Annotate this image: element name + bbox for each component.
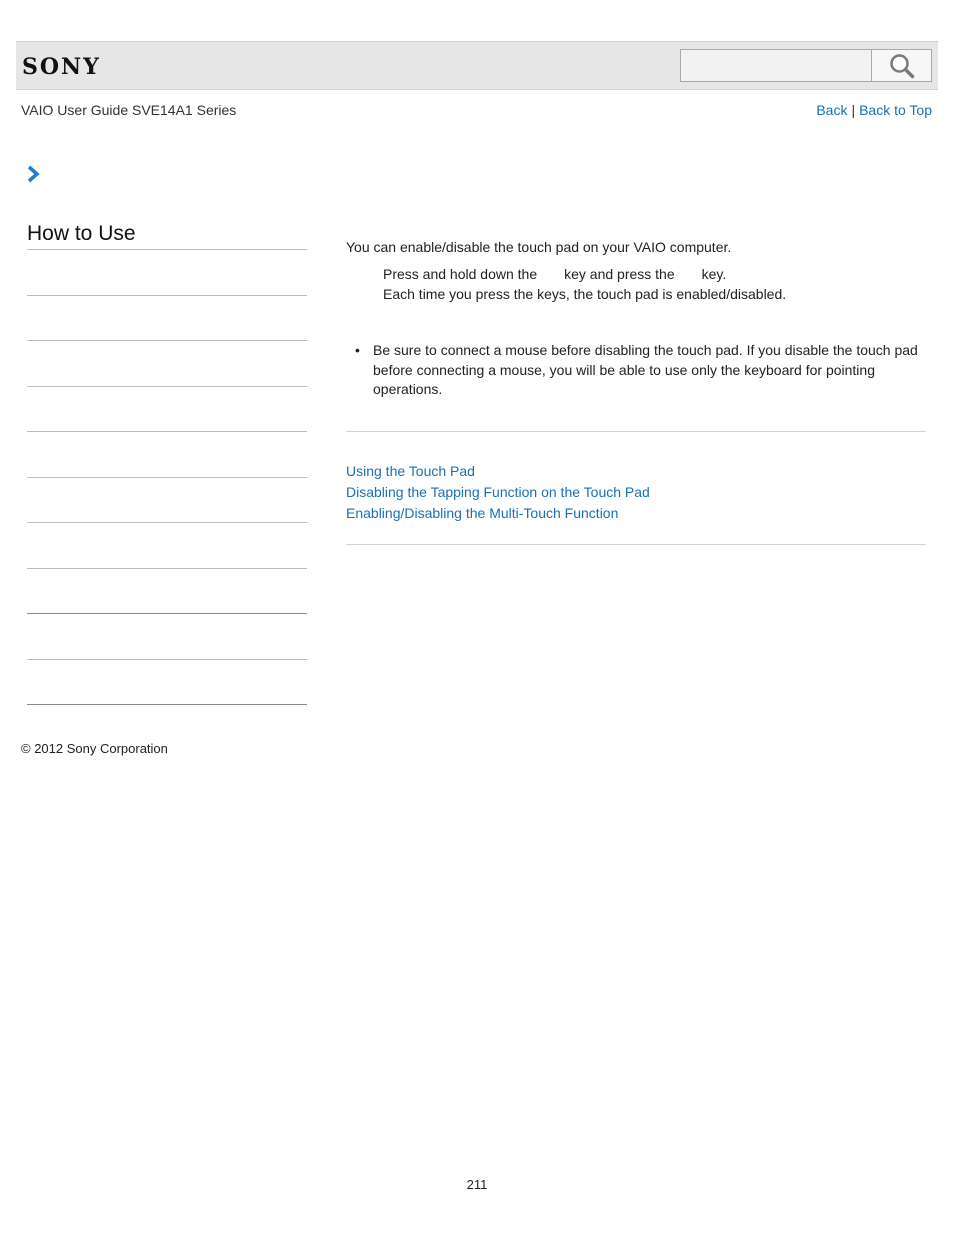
left-nav-row[interactable] xyxy=(27,387,307,433)
sony-logo[interactable]: SONY xyxy=(22,54,101,80)
left-nav-row[interactable] xyxy=(27,614,307,660)
breadcrumb-chevron[interactable] xyxy=(25,165,41,188)
section-divider xyxy=(346,544,926,545)
related-link-multi-touch[interactable]: Enabling/Disabling the Multi-Touch Function xyxy=(346,504,619,521)
left-nav-row[interactable] xyxy=(27,296,307,342)
top-navigation xyxy=(816,102,932,118)
left-nav-row[interactable] xyxy=(27,478,307,524)
related-topics xyxy=(346,461,926,524)
related-link-using-touch-pad[interactable]: Using the Touch Pad xyxy=(346,462,475,479)
search-icon xyxy=(889,53,915,79)
page-number: 211 xyxy=(466,1177,488,1192)
left-nav-row[interactable] xyxy=(27,569,307,615)
how-to-use-heading: How to Use xyxy=(27,222,307,250)
note-list xyxy=(346,341,926,400)
step-text-part3: key. xyxy=(701,266,727,282)
left-navigation xyxy=(27,222,307,705)
chevron-right-icon xyxy=(25,165,41,183)
left-nav-row[interactable] xyxy=(27,432,307,478)
copyright-text: © 2012 Sony Corporation xyxy=(21,741,168,756)
left-nav-row[interactable] xyxy=(27,660,307,706)
main-content xyxy=(346,238,926,545)
nav-separator: | xyxy=(851,102,856,118)
intro-text: You can enable/disable the touch pad on your VAIO computer. xyxy=(346,239,732,255)
left-nav-row[interactable] xyxy=(27,523,307,569)
back-link[interactable]: Back xyxy=(816,102,848,118)
step-description: Each time you press the keys, the touch pad is enabled/disabled. xyxy=(383,286,787,302)
header-bar xyxy=(16,41,938,90)
step-text-part1: Press and hold down the xyxy=(383,266,538,282)
search-button[interactable] xyxy=(872,49,932,82)
section-divider xyxy=(346,431,926,432)
step-instruction xyxy=(383,264,926,284)
note-item: • Be sure to connect a mouse before disabling the touch pad. If you disable the touch pad before connecting a mouse, you will be able to use only the keyboard for pointing operations. xyxy=(346,341,926,400)
left-nav-row[interactable] xyxy=(27,250,307,296)
guide-title: VAIO User Guide SVE14A1 Series xyxy=(21,102,237,118)
related-link-disabling-tapping[interactable]: Disabling the Tapping Function on the Touch Pad xyxy=(346,483,650,500)
step-text-part2: key and press the xyxy=(564,266,675,282)
left-nav-row[interactable] xyxy=(27,341,307,387)
search-input[interactable] xyxy=(680,49,872,82)
back-to-top-link[interactable]: Back to Top xyxy=(859,102,932,118)
